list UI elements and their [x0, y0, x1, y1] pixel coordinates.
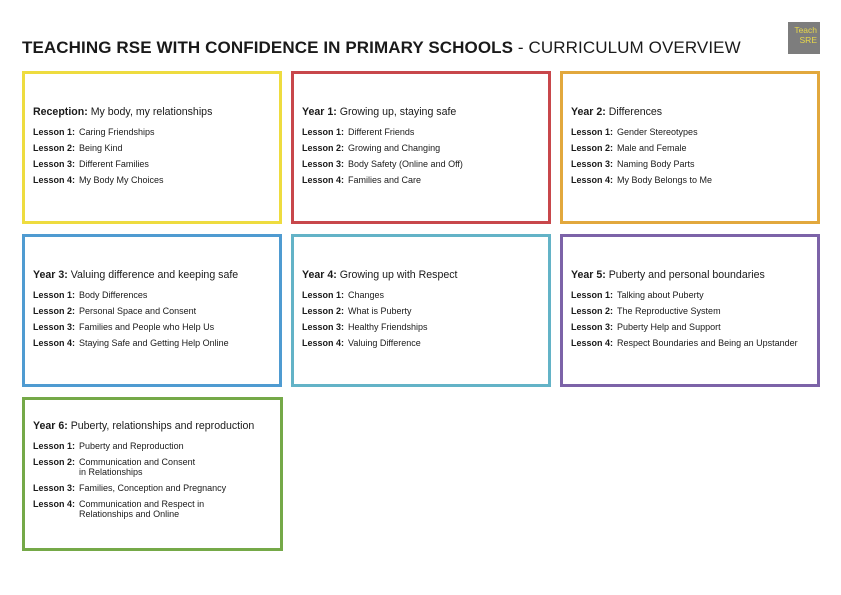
lesson-title: Families and People who Help Us — [79, 322, 215, 332]
lesson-title: Valuing Difference — [348, 338, 421, 348]
lesson-number: Lesson 3: — [571, 322, 614, 332]
lesson-row — [571, 143, 809, 153]
lesson-title: Male and Female — [617, 143, 687, 153]
lesson-row — [302, 338, 540, 348]
lesson-title: Naming Body Parts — [617, 159, 695, 169]
lesson-row — [571, 322, 809, 332]
lesson-number: Lesson 2: — [571, 143, 614, 153]
lesson-number: Lesson 1: — [571, 127, 614, 137]
lesson-title: Changes — [348, 290, 385, 300]
lesson-row — [302, 175, 540, 185]
lesson-title: Caring Friendships — [79, 127, 155, 137]
lesson-title: Different Friends — [348, 127, 415, 137]
card-topic: Puberty, relationships and reproduction — [67, 420, 255, 432]
lesson-row — [33, 127, 271, 137]
card-year-4 — [291, 234, 551, 387]
card-title — [302, 106, 540, 118]
lesson-title: What is Puberty — [348, 306, 412, 316]
lesson-row — [33, 306, 271, 316]
card-title — [33, 269, 271, 281]
card-year-2 — [560, 71, 820, 224]
card-year-label: Year 3: — [33, 269, 68, 281]
logo-line-2: SRE — [799, 35, 817, 45]
card-topic: My body, my relationships — [87, 106, 213, 118]
card-year-6 — [22, 397, 283, 551]
lesson-number: Lesson 2: — [571, 306, 614, 316]
lesson-number: Lesson 3: — [33, 483, 76, 493]
lesson-title: Body Differences — [79, 290, 148, 300]
lesson-row — [33, 290, 271, 300]
lesson-row — [302, 159, 540, 169]
lesson-row — [571, 290, 809, 300]
lesson-number: Lesson 1: — [302, 290, 345, 300]
card-year-label: Reception: — [33, 106, 88, 118]
lesson-number: Lesson 1: — [571, 290, 614, 300]
lesson-row — [33, 499, 272, 519]
lesson-row — [571, 175, 809, 185]
lesson-title: Different Families — [79, 159, 149, 169]
lesson-number: Lesson 4: — [571, 338, 614, 348]
card-topic: Growing up with Respect — [336, 269, 458, 281]
lesson-row — [571, 306, 809, 316]
lesson-row — [33, 441, 272, 451]
card-year-label: Year 6: — [33, 420, 68, 432]
lesson-title: Communication and Respect in Relationships and Online — [79, 499, 205, 519]
card-topic: Growing up, staying safe — [336, 106, 457, 118]
lesson-number: Lesson 4: — [33, 499, 76, 509]
lesson-number: Lesson 4: — [571, 175, 614, 185]
lesson-number: Lesson 4: — [33, 175, 76, 185]
lesson-number: Lesson 3: — [302, 159, 345, 169]
lesson-title: Puberty and Reproduction — [79, 441, 184, 451]
card-title — [571, 269, 809, 281]
lesson-row — [33, 143, 271, 153]
lesson-number: Lesson 4: — [302, 338, 345, 348]
card-year-label: Year 1: — [302, 106, 337, 118]
lesson-title: Personal Space and Consent — [79, 306, 197, 316]
card-year-3 — [22, 234, 282, 387]
card-topic: Valuing difference and keeping safe — [67, 269, 239, 281]
card-year-5 — [560, 234, 820, 387]
card-year-label: Year 2: — [571, 106, 606, 118]
lesson-row — [302, 290, 540, 300]
card-topic: Differences — [605, 106, 663, 118]
page-title-main: TEACHING RSE WITH CONFIDENCE IN PRIMARY SCHOOLS — [22, 38, 514, 57]
lesson-number: Lesson 1: — [33, 127, 76, 137]
lesson-number: Lesson 1: — [302, 127, 345, 137]
lesson-number: Lesson 1: — [33, 441, 76, 451]
card-title — [302, 269, 540, 281]
lesson-number: Lesson 2: — [33, 143, 76, 153]
lesson-row — [302, 143, 540, 153]
lesson-number: Lesson 4: — [302, 175, 345, 185]
lesson-title: My Body My Choices — [79, 175, 164, 185]
lesson-number: Lesson 3: — [571, 159, 614, 169]
lesson-title: The Reproductive System — [617, 306, 721, 316]
card-title — [33, 420, 272, 432]
lesson-title: Talking about Puberty — [617, 290, 704, 300]
lesson-title: Puberty Help and Support — [617, 322, 721, 332]
lesson-number: Lesson 2: — [33, 457, 76, 467]
card-title — [571, 106, 809, 118]
card-year-label: Year 4: — [302, 269, 337, 281]
lesson-row — [33, 159, 271, 169]
lesson-number: Lesson 1: — [33, 290, 76, 300]
logo-line-1: Teach — [794, 25, 817, 35]
teach-sre-logo — [788, 22, 820, 54]
lesson-title: Being Kind — [79, 143, 123, 153]
lesson-title: Growing and Changing — [348, 143, 441, 153]
page-title-suffix: - CURRICULUM OVERVIEW — [513, 38, 741, 57]
lesson-row — [302, 322, 540, 332]
card-topic: Puberty and personal boundaries — [605, 269, 765, 281]
lesson-title: Communication and Consent in Relationships — [79, 457, 196, 477]
card-year-1 — [291, 71, 551, 224]
card-reception — [22, 71, 282, 224]
lesson-row — [33, 457, 272, 477]
lesson-title: Gender Stereotypes — [617, 127, 698, 137]
lesson-title: Families and Care — [348, 175, 422, 185]
lesson-row — [571, 127, 809, 137]
lesson-title: My Body Belongs to Me — [617, 175, 713, 185]
lesson-number: Lesson 2: — [302, 143, 345, 153]
lesson-title: Body Safety (Online and Off) — [348, 159, 463, 169]
lesson-row — [33, 338, 271, 348]
lesson-title: Families, Conception and Pregnancy — [79, 483, 227, 493]
card-title — [33, 106, 271, 118]
page-title — [22, 38, 741, 58]
lesson-title: Respect Boundaries and Being an Upstander — [617, 338, 798, 348]
lesson-title: Healthy Friendships — [348, 322, 428, 332]
lesson-number: Lesson 3: — [33, 322, 76, 332]
lesson-row — [33, 483, 272, 493]
lesson-title: Staying Safe and Getting Help Online — [79, 338, 229, 348]
lesson-row — [33, 175, 271, 185]
lesson-number: Lesson 2: — [302, 306, 345, 316]
lesson-row — [33, 322, 271, 332]
lesson-row — [302, 306, 540, 316]
lesson-row — [571, 338, 809, 348]
card-year-label: Year 5: — [571, 269, 606, 281]
lesson-number: Lesson 4: — [33, 338, 76, 348]
lesson-number: Lesson 2: — [33, 306, 76, 316]
lesson-row — [571, 159, 809, 169]
lesson-number: Lesson 3: — [33, 159, 76, 169]
lesson-row — [302, 127, 540, 137]
lesson-number: Lesson 3: — [302, 322, 345, 332]
